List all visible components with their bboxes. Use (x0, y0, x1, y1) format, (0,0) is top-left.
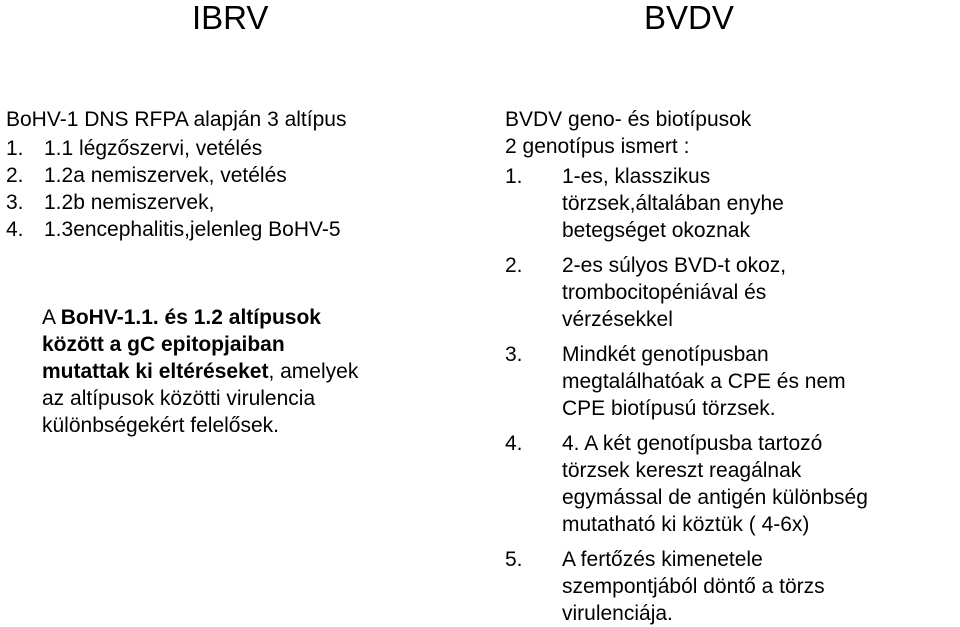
list-item-line: törzsek kereszt reagálnak (562, 459, 802, 482)
list-item-line: egymással de antigén különbség (562, 486, 868, 509)
list-item-line: törzsek,általában enyhe (562, 192, 784, 215)
list-item-line: virulenciája. (562, 602, 673, 625)
list-item (505, 341, 868, 422)
list-item (6, 189, 346, 216)
list-item-number: 1. (6, 137, 24, 160)
left-column-title: IBRV (192, 0, 269, 36)
list-item-text: 1.2a nemiszervek, vetélés (44, 164, 287, 187)
list-item-number: 4. (6, 218, 24, 241)
right-column-title: BVDV (644, 0, 734, 36)
left-paragraph (42, 304, 358, 439)
list-item (505, 252, 868, 333)
list-item (505, 430, 868, 538)
list-item-line: 1-es, klasszikus (562, 165, 711, 188)
paragraph-bold-text: mutattak ki eltéréseket (42, 360, 269, 383)
right-subheading: 2 genotípus ismert : (505, 135, 690, 158)
list-item-line: CPE biotípusú törzsek. (562, 397, 776, 420)
paragraph-line (42, 304, 358, 331)
list-item-number: 2. (6, 164, 24, 187)
list-item-text: 1.2b nemiszervek, (44, 191, 215, 214)
list-item (505, 546, 868, 627)
paragraph-line: különbségekért felelősek. (42, 414, 279, 437)
list-item-text: 1.1 légzőszervi, vetélés (44, 137, 263, 160)
list-item-line: trombocitopéniával és (562, 281, 767, 304)
list-item (6, 135, 346, 162)
list-item-line: mutatható ki köztük ( 4-6x) (562, 513, 810, 536)
right-heading: BVDV geno- és biotípusok (505, 108, 752, 131)
list-item-line: vérzésekkel (562, 308, 673, 331)
list-item (6, 216, 346, 243)
list-item-number: 3. (6, 191, 24, 214)
list-item-text: 1.3encephalitis,jelenleg BoHV-5 (44, 218, 341, 241)
list-item-line: betegséget okoznak (562, 219, 750, 242)
left-heading: BoHV-1 DNS RFPA alapján 3 altípus (6, 108, 347, 131)
list-item-line: szempontjából döntő a törzs (562, 575, 825, 598)
list-item-number: 2. (505, 254, 523, 277)
list-item-number: 4. (505, 432, 523, 455)
list-item-line: 4. A két genotípusba tartozó (562, 432, 823, 455)
paragraph-bold-text: BoHV-1.1. és 1.2 altípusok (60, 306, 321, 329)
left-subtype-list (6, 106, 346, 243)
paragraph-line (42, 358, 358, 385)
list-item-line: 2-es súlyos BVD-t okoz, (562, 254, 787, 277)
list-item-number: 5. (505, 548, 523, 571)
paragraph-text: A (42, 306, 61, 329)
paragraph-line: az altípusok közötti virulencia (42, 387, 316, 410)
list-item-number: 1. (505, 165, 523, 188)
list-item (505, 163, 868, 244)
paragraph-bold-line: között a gC epitopjaiban (42, 333, 285, 356)
list-item (6, 162, 346, 189)
list-item-line: A fertőzés kimenetele (562, 548, 763, 571)
list-item-line: megtalálhatóak a CPE és nem (562, 370, 846, 393)
list-item-number: 3. (505, 343, 523, 366)
right-genotype-block (505, 106, 868, 627)
paragraph-text: , amelyek (268, 360, 359, 383)
list-item-line: Mindkét genotípusban (562, 343, 769, 366)
